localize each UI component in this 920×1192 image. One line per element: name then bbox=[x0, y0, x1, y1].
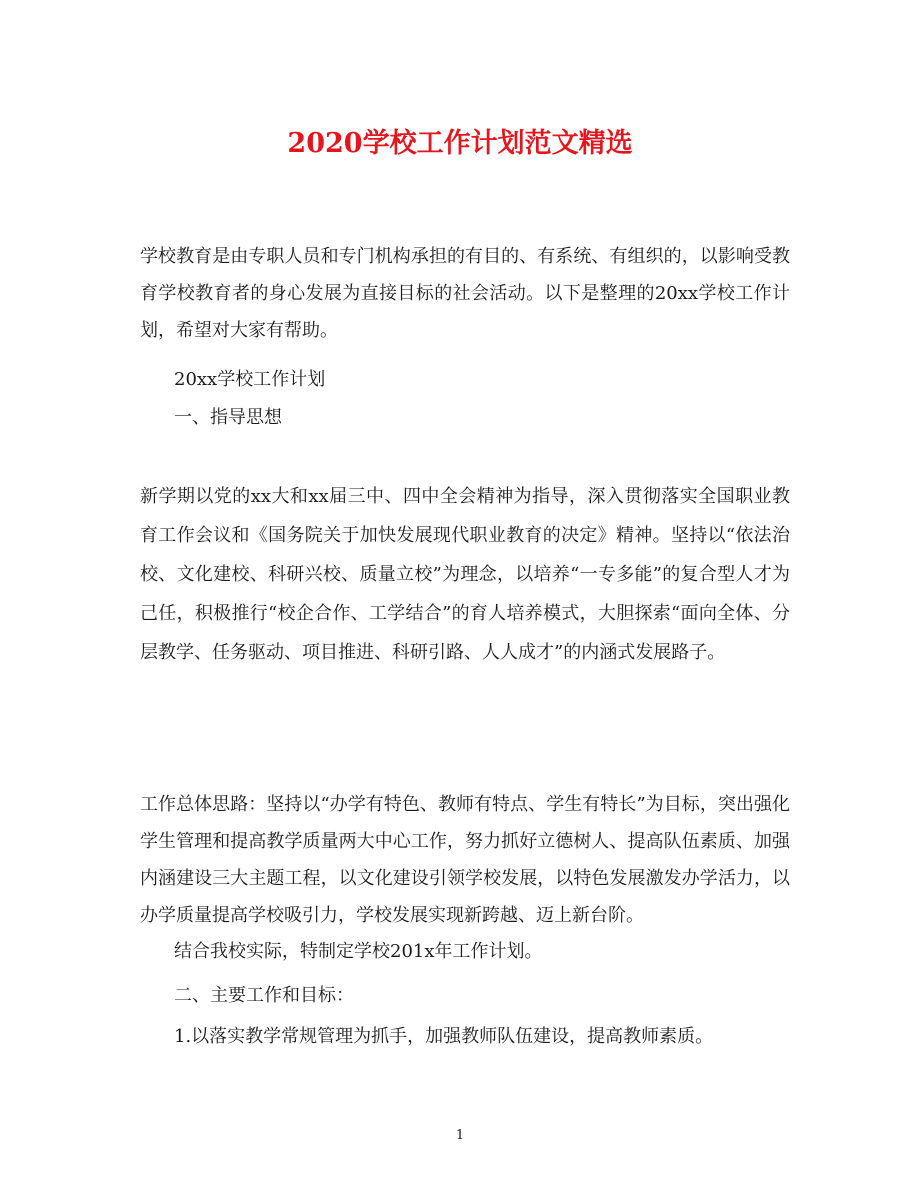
section-heading-main-work: 二、主要工作和目标： bbox=[174, 985, 354, 1006]
list-item: 1.以落实教学常规管理为抓手，加强教师队伍建设，提高教师素质。 bbox=[174, 1026, 714, 1047]
plan-heading: 20xx学校工作计划 bbox=[174, 369, 326, 390]
intro-paragraph: 学校教育是由专职人员和专门机构承担的有目的、有系统、有组织的，以影响受教育学校教育者的身心发展为直接目标的社会活动。以下是整理的20xx学校工作计划，希望对大家有帮助。 bbox=[140, 246, 790, 341]
guiding-ideology-paragraph: 新学期以党的xx大和xx届三中、四中全会精神为指导，深入贯彻落实全国职业教育工作会议和《国务院关于加快发展现代职业教育的决定》精神。坚持以“依法治校、文化建校、科研兴校、质量立校”为理念，以培养“一专多能”的复合型人才为己任，积极推行“校企合作、工学结合”的育人培养模式，大胆探索“面向全体、分层教学、任务驱动、项目推进、科研引路、人人成才”的内涵式发展路子。 bbox=[140, 486, 790, 663]
combine-paragraph: 结合我校实际，特制定学校201x年工作计划。 bbox=[174, 941, 543, 962]
document-title: 2020学校工作计划范文精选 bbox=[287, 128, 633, 159]
page-number: 1 bbox=[455, 1128, 465, 1143]
overall-approach-paragraph: 工作总体思路：坚持以“办学有特色、教师有特点、学生有特长”为目标，突出强化学生管理和提高教学质量两大中心工作，努力抓好立德树人、提高队伍素质、加强内涵建设三大主题工程，以文化建设引领学校发展，以特色发展激发办学活力，以办学质量提高学校吸引力，学校发展实现新跨越、迈上新台阶。 bbox=[140, 794, 790, 926]
section-heading-guiding-ideology: 一、指导思想 bbox=[174, 407, 282, 428]
